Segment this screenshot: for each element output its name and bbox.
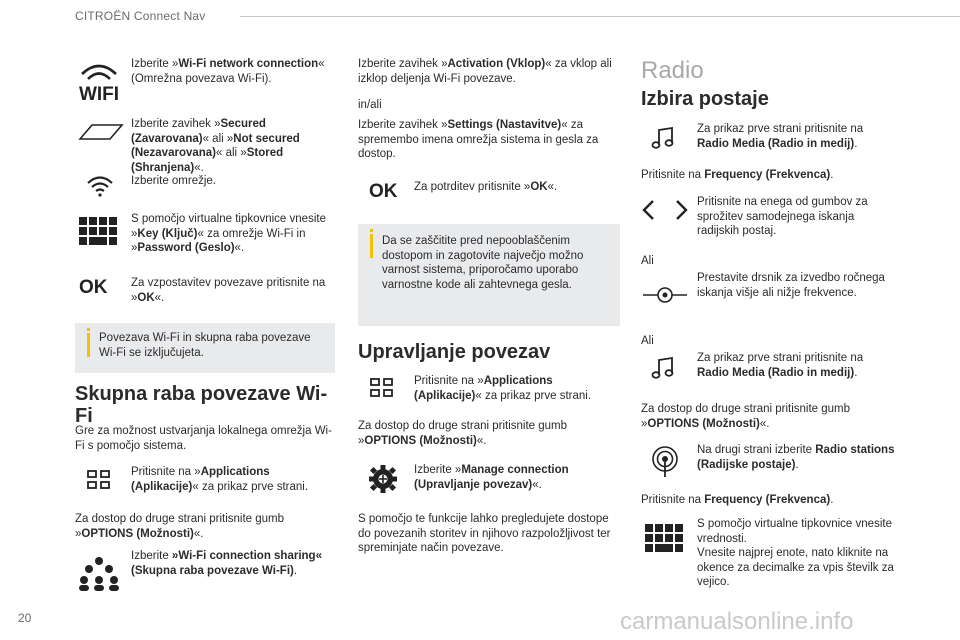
step-select-tab: Izberite zavihek »Secured (Zavarovana)« ali »Not secured (Nezavarovana)« ali »Stored (Shranjena)«. (131, 118, 300, 174)
note-text: Da se zaščitite pred nepooblaščenim dostopom in zagotovite največjo možno varnost sistema, priporočamo uporabo varnostne kode ali zahtevnega gesla. (382, 235, 584, 291)
running-header: CITROËN Connect Nav (75, 9, 206, 23)
paragraph-and-or: in/ali (358, 99, 382, 111)
tab-shape-icon (78, 123, 124, 141)
applications-grid-icon (370, 378, 394, 398)
note-text: Povezava Wi-Fi in skupna raba povezave Wi-Fi se izključujeta. (99, 332, 311, 359)
header-rule (240, 16, 960, 17)
wifi-logo-icon (76, 60, 122, 102)
text-or: Ali (641, 255, 654, 267)
section-heading-wifi-sharing: Skupna raba povezave Wi-Fi (75, 383, 328, 427)
info-icon (87, 333, 90, 357)
paragraph-frequency: Pritisnite na Frequency (Frekvenca). (641, 494, 834, 506)
frequency-slider-icon (641, 282, 689, 308)
people-sharing-icon (78, 556, 120, 592)
info-note-wifi-exclusive (75, 323, 335, 373)
step-radio-stations: Na drugi strani izberite Radio stations (Radijske postaje). (697, 444, 895, 471)
step-manual-search: Prestavite drsnik za izvedbo ročnega iskanja višje ali nižje frekvence. (697, 272, 885, 299)
step-open-applications: Pritisnite na »Applications (Aplikacije)« za prikaz prve strani. (131, 466, 309, 493)
section-heading-manage-connections: Upravljanje povezav (358, 341, 551, 363)
paragraph-options: Za dostop do druge strani pritisnite gumb »OPTIONS (Možnosti)«. (641, 403, 851, 430)
chevron-left-right-icon (641, 199, 689, 221)
step-wifi-network-connection: Izberite »Wi-Fi network connection« (Omrežna povezava Wi-Fi). (131, 58, 325, 85)
step-open-applications: Pritisnite na »Applications (Aplikacije)« za prikaz prve strani. (414, 375, 592, 402)
step-select-network: Izberite omrežje. (131, 175, 217, 187)
step-confirm-ok: Za vzpostavitev povezave pritisnite na »OK«. (131, 277, 326, 304)
chapter-title-radio: Radio (641, 57, 704, 84)
paragraph-activation: Izberite zavihek »Activation (Vklop)« za vklop ali izklop deljenja Wi-Fi povezave. (358, 58, 612, 85)
watermark: carmanualsonline.info (620, 608, 854, 635)
ok-icon: OK (369, 181, 398, 202)
step-confirm-ok: Za potrditev pritisnite »OK«. (414, 181, 558, 193)
paragraph-connection-function: S pomočjo te funkcije lahko pregledujete dostope do povezanih storitev in njihovo razpoložljivost ter spreminjate način povezave. (358, 513, 611, 554)
text-or: Ali (641, 335, 654, 347)
music-note-icon (651, 126, 675, 150)
info-icon (370, 234, 373, 258)
step-wifi-sharing: Izberite »Wi-Fi connection sharing« (Skupna raba povezave Wi-Fi). (131, 550, 322, 577)
keyboard-icon (645, 524, 685, 552)
step-open-radio-media: Za prikaz prve strani pritisnite na Radio Media (Radio in medij). (697, 123, 864, 150)
keyboard-icon (79, 217, 119, 245)
step-auto-search: Pritisnite na enega od gumbov za sprožitev samodejnega iskanja radijskih postaj. (697, 196, 868, 237)
info-note-security (358, 224, 620, 326)
page-number: 20 (18, 611, 32, 625)
manage-connection-gear-icon (366, 464, 400, 494)
paragraph-settings: Izberite zavihek »Settings (Nastavitve)« za spremembo imena omrežja sistema in gesla za dostop. (358, 119, 599, 160)
paragraph-options: Za dostop do druge strani pritisnite gumb »OPTIONS (Možnosti)«. (358, 420, 568, 447)
paragraph-options: Za dostop do druge strani pritisnite gumb »OPTIONS (Možnosti)«. (75, 513, 285, 540)
paragraph-frequency: Pritisnite na Frequency (Frekvenca). (641, 169, 834, 181)
radio-station-broadcast-icon (650, 446, 680, 478)
step-enter-frequency: S pomočjo virtualne tipkovnice vnesite vrednosti. Vnesite najprej enote, nato kliknite na okence za decimalke za vpis številk za vejico. (697, 518, 894, 588)
paragraph-sharing-intro: Gre za možnost ustvarjanja lokalnega omrežja Wi-Fi s pomočjo sistema. (75, 425, 332, 452)
music-note-icon (651, 356, 675, 380)
section-heading-station-select: Izbira postaje (641, 88, 769, 110)
svg-text:WIFI: WIFI (78, 84, 120, 102)
wifi-icon (86, 175, 114, 197)
ok-icon: OK (79, 277, 108, 298)
applications-grid-icon (87, 470, 111, 490)
step-manage-connection: Izberite »Manage connection (Upravljanje povezav)«. (414, 464, 569, 491)
step-open-radio-media: Za prikaz prve strani pritisnite na Radio Media (Radio in medij). (697, 352, 864, 379)
step-enter-key-password: S pomočjo virtualne tipkovnice vnesite »Key (Ključ)« za omrežje Wi-Fi in »Password (Geslo)«. (131, 213, 326, 254)
